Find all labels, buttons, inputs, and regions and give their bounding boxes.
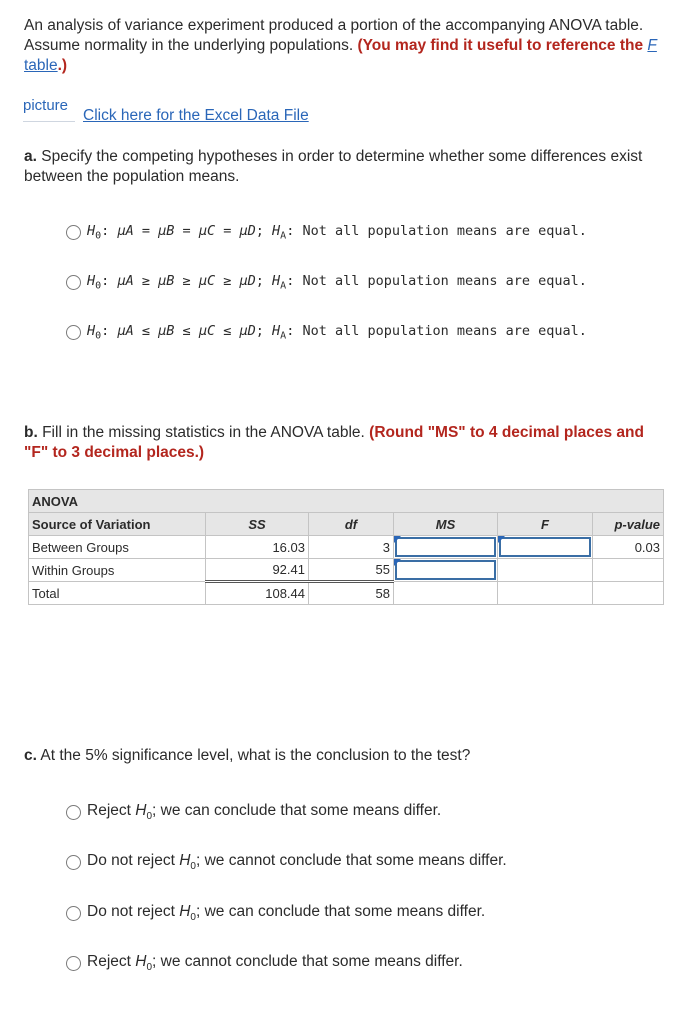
row-pvalue: 0.03: [593, 536, 664, 559]
hypothesis-option-1[interactable]: [66, 223, 587, 242]
conclusion-text: Reject $H_0$; we cannot conclude that some means differ.: [87, 953, 463, 974]
empty-cell: [593, 559, 664, 582]
row-ss: 92.41: [206, 559, 309, 582]
row-df: 58: [309, 582, 394, 605]
conclusion-text: Do not reject $H_0$; we can conclude that some means differ.: [87, 903, 486, 924]
picture-label: picture: [23, 97, 69, 114]
conclusion-option-3[interactable]: [66, 903, 485, 923]
radio-button[interactable]: [66, 275, 81, 290]
radio-button[interactable]: [66, 906, 81, 921]
part-a-text: Specify the competing hypotheses in order to determine whether some differences exist between the population means.: [24, 148, 643, 185]
row-source: Within Groups: [29, 559, 206, 582]
ms-within-input[interactable]: [394, 559, 498, 582]
row-source: Total: [29, 582, 206, 605]
part-b-question: [24, 423, 664, 463]
excel-data-link[interactable]: Click here for the Excel Data File: [83, 107, 309, 124]
radio-button[interactable]: [66, 225, 81, 240]
hypothesis-text: $H_0$: μA ≤ μB ≤ μC ≤ μD; $H_A$: Not all population means are equal.: [87, 323, 587, 342]
picture-button[interactable]: [23, 97, 75, 122]
radio-button[interactable]: [66, 325, 81, 340]
header-source: Source of Variation: [29, 513, 206, 536]
anova-table: [28, 489, 664, 605]
row-ss: 108.44: [206, 582, 309, 605]
part-c-text: At the 5% significance level, what is the conclusion to the test?: [40, 747, 471, 764]
part-b-text: Fill in the missing statistics in the ANOVA table.: [42, 424, 365, 441]
radio-button[interactable]: [66, 855, 81, 870]
empty-cell: [593, 582, 664, 605]
radio-button[interactable]: [66, 805, 81, 820]
part-a-question: [24, 147, 664, 187]
ms-between-input[interactable]: [394, 536, 498, 559]
row-df: 55: [309, 559, 394, 582]
hypothesis-option-3[interactable]: [66, 323, 587, 342]
conclusion-option-1[interactable]: [66, 802, 441, 822]
conclusion-text: Reject $H_0$; we can conclude that some means differ.: [87, 802, 442, 823]
empty-cell: [394, 582, 498, 605]
conclusion-option-2[interactable]: [66, 852, 507, 872]
reference-hint: (You may find it useful to reference the F table.): [24, 37, 657, 74]
row-source: Between Groups: [29, 536, 206, 559]
part-b-label: b.: [24, 424, 38, 441]
part-a-label: a.: [24, 148, 37, 165]
table-row-between: [29, 536, 664, 559]
hypothesis-option-2[interactable]: [66, 273, 587, 292]
conclusion-option-4[interactable]: [66, 953, 463, 973]
part-b-instruction: (Round "MS" to 4 decimal places and "F" to 3 decimal places.): [24, 424, 644, 461]
part-c-label: c.: [24, 747, 37, 764]
hypothesis-text: $H_0$: μA ≥ μB ≥ μC ≥ μD; $H_A$: Not all population means are equal.: [87, 273, 587, 292]
row-df: 3: [309, 536, 394, 559]
table-row-total: [29, 582, 664, 605]
empty-cell: [498, 582, 593, 605]
conclusion-text: Do not reject $H_0$; we cannot conclude that some means differ.: [87, 852, 507, 873]
table-row-within: [29, 559, 664, 582]
table-title: ANOVA: [29, 490, 664, 513]
table-header-row: [29, 513, 664, 536]
intro-text: [24, 16, 664, 76]
header-df: df: [309, 513, 394, 536]
intro-body: An analysis of variance experiment produced a portion of the accompanying ANOVA table. Assume normality in the underlying populations.: [24, 17, 644, 54]
part-c-question: [24, 746, 664, 766]
f-input[interactable]: [498, 536, 593, 559]
header-ms: MS: [394, 513, 498, 536]
anova-table-wrapper: [28, 489, 664, 605]
row-ss: 16.03: [206, 536, 309, 559]
header-f: F: [498, 513, 593, 536]
hypothesis-text: $H_0$: μA = μB = μC = μD; $H_A$: Not all population means are equal.: [87, 223, 587, 242]
radio-button[interactable]: [66, 956, 81, 971]
f-table-link[interactable]: F table: [24, 37, 657, 74]
header-ss: SS: [206, 513, 309, 536]
header-pvalue: p-value: [593, 513, 664, 536]
empty-cell: [498, 559, 593, 582]
